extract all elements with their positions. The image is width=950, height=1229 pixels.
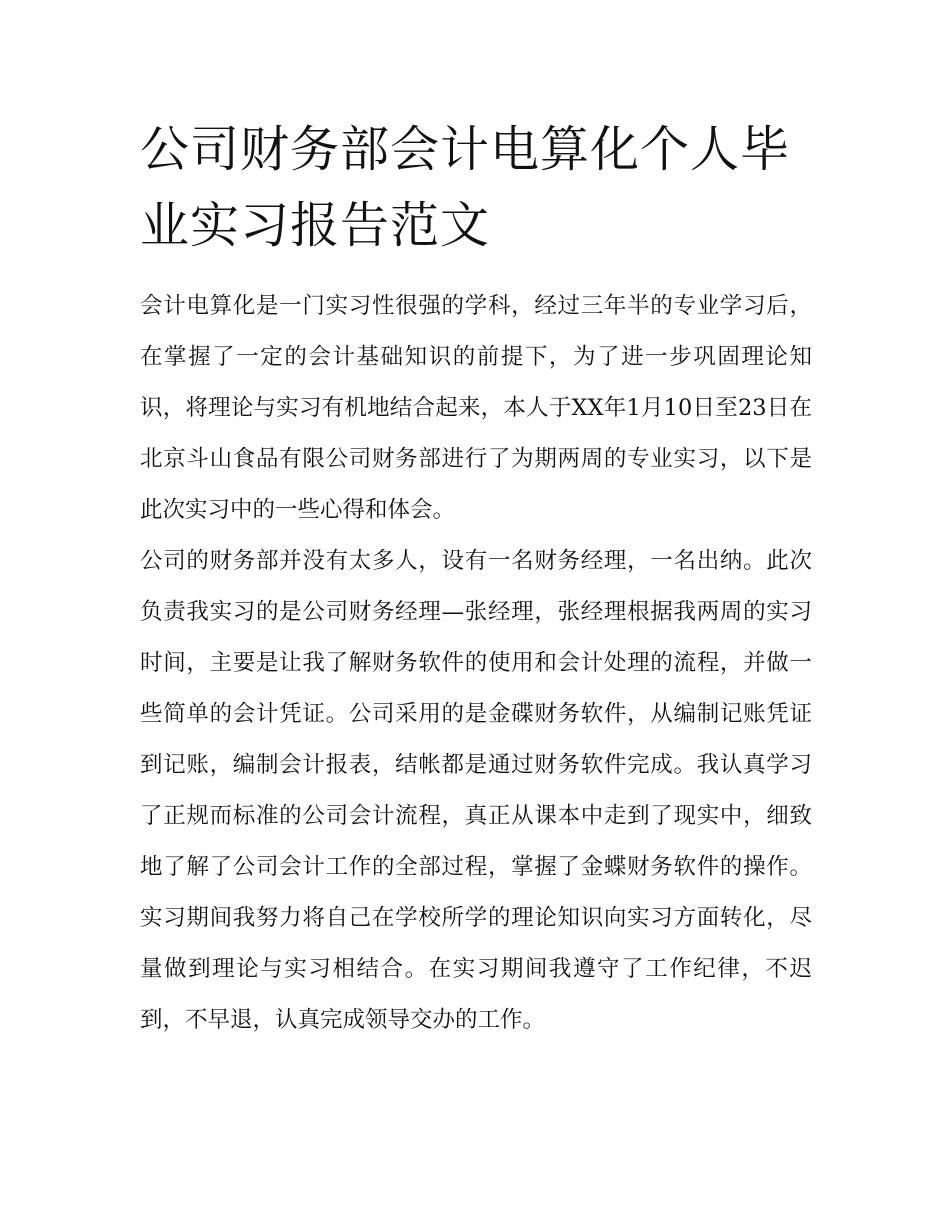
paragraph-intro: 会计电算化是一门实习性很强的学科，经过三年半的专业学习后，在掌握了一定的会计基础知识的前提下，为了进一步巩固理论知识，将理论与实习有机地结合起来，本人于XX年1月10日至23日在北京斗山食品有限公司财务部进行了为期两周的专业实习，以下是此次实习中的一些心得和体会。 <box>140 293 812 523</box>
document-title: 公司财务部会计电算化个人毕业实习报告范文 <box>140 121 791 254</box>
paragraph-finance-department: 公司的财务部并没有太多人，设有一名财务经理，一名出纳。此次负责我实习的是公司财务经理—张经理，张经理根据我两周的实习时间，主要是让我了解财务软件的使用和会计处理的流程，并做一些简单的会计凭证。公司采用的是金碟财务软件，从编制记账凭证到记账，编制会计报表，结帐都是通过财务软件完成。我认真学习了正规而标准的公司会计流程，真正从课本中走到了现实中，细致地了解了公司会计工作的全部过程，掌握了金蝶财务软件的操作。实习期间我努力将自己在学校所学的理论知识向实习方面转化，尽量做到理论与实习相结合。在实习期间我遵守了工作纪律，不迟到，不早退，认真完成领导交办的工作。 <box>140 548 812 1033</box>
document-page <box>140 112 812 1046</box>
